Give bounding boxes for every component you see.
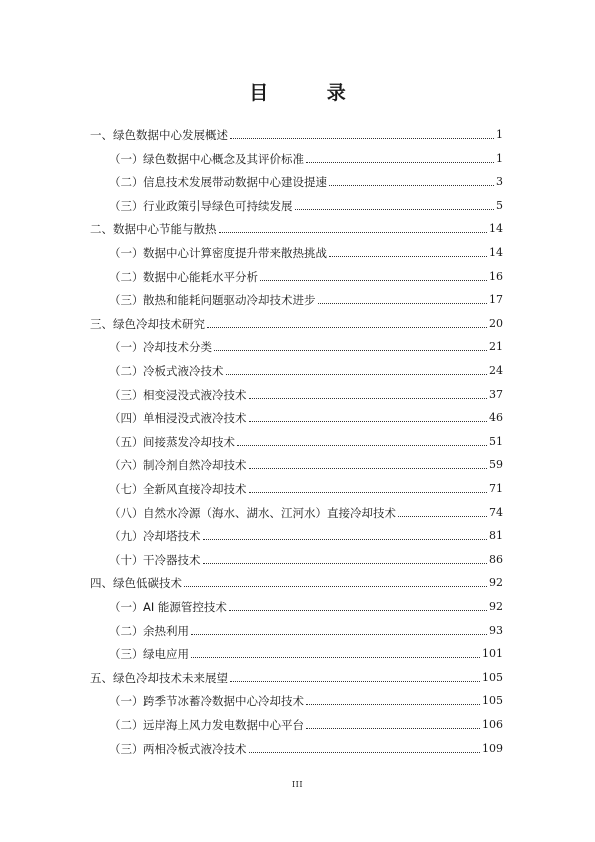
toc-dot-leader: [318, 302, 488, 304]
toc-dot-leader: [306, 727, 480, 729]
toc-chapter-entry[interactable]: [90, 122, 503, 142]
toc-entry-label: 五、绿色冷却技术未来展望: [90, 670, 228, 685]
toc-entry-label: 绿电应用: [143, 647, 189, 662]
toc-section-entry[interactable]: [109, 334, 503, 354]
toc-entry-label: 自然水冷源（海水、湖水、江河水）直接冷却技术: [143, 505, 396, 520]
toc-chapter-entry[interactable]: [90, 311, 503, 331]
toc-dot-leader: [230, 680, 480, 682]
toc-section-number: （一）: [109, 151, 144, 166]
toc-page-number: 21: [489, 340, 503, 354]
toc-page-number: 24: [489, 364, 503, 377]
toc-dot-leader: [260, 279, 487, 281]
toc-section-number: （三）: [109, 387, 144, 402]
toc-section-entry[interactable]: [109, 547, 503, 567]
toc-page-number: 20: [489, 316, 503, 330]
toc-dot-leader: [191, 656, 480, 658]
toc-dot-leader: [226, 373, 488, 375]
toc-dot-leader: [203, 538, 488, 540]
toc-page-number: 92: [489, 600, 503, 613]
toc-entry-label: 间接蒸发冷却技术: [143, 434, 235, 449]
toc-section-number: （二）: [109, 623, 144, 638]
toc-dot-leader: [184, 585, 487, 587]
toc-dot-leader: [398, 515, 487, 517]
toc-entry-label: 数据中心计算密度提升带来散热挑战: [143, 246, 327, 260]
toc-page-number: 81: [489, 529, 503, 543]
toc-section-entry[interactable]: [109, 452, 503, 472]
toc-section-entry[interactable]: [109, 382, 503, 402]
toc-section-number: （一）: [109, 600, 144, 614]
toc-section-entry[interactable]: [109, 429, 503, 449]
toc-section-number: （二）: [109, 718, 144, 732]
toc-page-number: 3: [496, 175, 503, 189]
toc-section-number: （八）: [109, 505, 144, 520]
toc-section-entry[interactable]: [109, 618, 503, 638]
toc-page-number: 101: [482, 647, 503, 661]
toc-entry-label: 制冷剂自然冷却技术: [143, 458, 247, 473]
toc-section-entry[interactable]: [109, 688, 503, 708]
toc-section-number: （五）: [109, 434, 144, 449]
toc-section-number: （三）: [109, 741, 144, 756]
toc-section-number: （二）: [109, 364, 144, 378]
toc-entry-label: 干冷器技术: [143, 552, 201, 567]
toc-dot-leader: [237, 444, 487, 446]
toc-entry-label: 远岸海上风力发电数据中心平台: [143, 718, 304, 732]
toc-section-number: （二）: [109, 175, 144, 190]
toc-section-entry[interactable]: [109, 712, 503, 732]
toc-chapter-entry[interactable]: [90, 216, 503, 236]
page-title: 目 录: [249, 82, 372, 104]
toc-section-entry[interactable]: [109, 594, 503, 614]
toc-entry-label: 一、绿色数据中心发展概述: [90, 128, 228, 142]
toc-section-entry[interactable]: [109, 500, 503, 520]
toc-page-number: 109: [482, 741, 503, 755]
toc-dot-leader: [295, 208, 495, 210]
toc-dot-leader: [230, 137, 494, 139]
toc-section-number: （一）: [109, 340, 144, 355]
toc-section-number: （三）: [109, 198, 144, 213]
toc-entry-label: 信息技术发展带动数据中心建设提速: [143, 175, 327, 190]
toc-page-number: 14: [489, 222, 503, 236]
toc-section-number: （十）: [109, 552, 144, 567]
toc-entry-label: 余热利用: [143, 623, 189, 638]
toc-chapter-entry[interactable]: [90, 665, 503, 685]
toc-section-entry[interactable]: [109, 523, 503, 543]
toc-entry-label: 四、绿色低碳技术: [90, 576, 182, 591]
toc-section-entry[interactable]: [109, 405, 503, 425]
toc-entry-label: 冷板式液冷技术: [143, 364, 224, 378]
toc-page-number: 86: [489, 552, 503, 566]
toc-section-entry[interactable]: [109, 240, 503, 260]
toc-entry-label: 单相浸没式液冷技术: [143, 411, 247, 426]
toc-section-number: （一）: [109, 246, 144, 260]
toc-page-number: 17: [489, 293, 503, 307]
toc-section-entry[interactable]: [109, 358, 503, 378]
toc-entry-label: 三、绿色冷却技术研究: [90, 316, 205, 331]
toc-entry-label: 冷却塔技术: [143, 529, 201, 544]
toc-entry-label: 行业政策引导绿色可持续发展: [143, 198, 293, 213]
toc-section-entry[interactable]: [109, 641, 503, 661]
toc-entry-label: 冷却技术分类: [143, 340, 212, 355]
toc-page-number: 93: [489, 623, 503, 637]
toc-page-number: 5: [496, 198, 503, 212]
toc-page-number: 37: [489, 387, 503, 401]
toc-section-entry[interactable]: [109, 146, 503, 166]
toc-dot-leader: [207, 326, 487, 328]
toc-dot-leader: [214, 349, 487, 351]
toc-dot-leader: [249, 491, 488, 493]
toc-section-entry[interactable]: [109, 287, 503, 307]
toc-entry-label: 绿色数据中心概念及其评价标准: [143, 151, 304, 166]
toc-page-number: 105: [482, 670, 503, 684]
toc-page-number: 59: [489, 458, 503, 472]
toc-page-number: 46: [489, 411, 503, 425]
toc-page-number: 105: [482, 694, 503, 708]
toc-page-number: 51: [489, 434, 503, 448]
toc-section-number: （三）: [109, 647, 144, 662]
toc-section-number: （九）: [109, 529, 144, 544]
toc-page-number: 71: [489, 482, 503, 495]
toc-section-number: （二）: [109, 269, 144, 284]
toc-section-number: （三）: [109, 293, 144, 308]
toc-section-entry[interactable]: [109, 193, 503, 213]
toc-page-number: 1: [496, 128, 503, 141]
toc-dot-leader: [191, 633, 487, 635]
toc-entry-label: 散热和能耗问题驱动冷却技术进步: [143, 293, 316, 308]
toc-dot-leader: [306, 161, 494, 163]
toc-page-number: 1: [496, 151, 503, 165]
toc-dot-leader: [203, 562, 488, 564]
toc-entry-label: 相变浸没式液冷技术: [143, 387, 247, 402]
toc-section-number: （七）: [109, 482, 144, 496]
toc-dot-leader: [329, 184, 494, 186]
toc-dot-leader: [249, 420, 488, 422]
toc-entry-label: 二、数据中心节能与散热: [90, 222, 217, 237]
toc-section-entry[interactable]: [109, 169, 503, 189]
toc-section-number: （六）: [109, 458, 144, 473]
toc-section-entry[interactable]: [109, 264, 503, 284]
toc-entry-label: AI 能源管控技术: [143, 600, 227, 614]
toc-entry-label: 跨季节冰蓄冷数据中心冷却技术: [143, 694, 304, 709]
toc-page-number: 14: [489, 246, 503, 259]
toc-page-number: 16: [489, 269, 503, 283]
page-number-footer: III: [292, 780, 303, 789]
toc-entry-label: 数据中心能耗水平分析: [143, 269, 258, 284]
toc-entry-label: 全新风直接冷却技术: [143, 482, 247, 496]
toc-dot-leader: [249, 467, 488, 469]
toc-page-number: 106: [482, 718, 503, 731]
toc-section-entry[interactable]: [109, 736, 503, 756]
toc-page-number: 92: [489, 576, 503, 590]
toc-section-number: （四）: [109, 411, 144, 426]
toc-dot-leader: [229, 609, 487, 611]
toc-dot-leader: [306, 703, 480, 705]
toc-dot-leader: [249, 397, 488, 399]
toc-section-entry[interactable]: [109, 476, 503, 496]
toc-dot-leader: [249, 751, 481, 753]
toc-chapter-entry[interactable]: [90, 570, 503, 590]
toc-dot-leader: [219, 231, 488, 233]
toc-entry-label: 两相冷板式液冷技术: [143, 741, 247, 756]
toc-dot-leader: [329, 255, 487, 257]
toc-page-number: 74: [489, 505, 503, 519]
toc-section-number: （一）: [109, 694, 144, 709]
